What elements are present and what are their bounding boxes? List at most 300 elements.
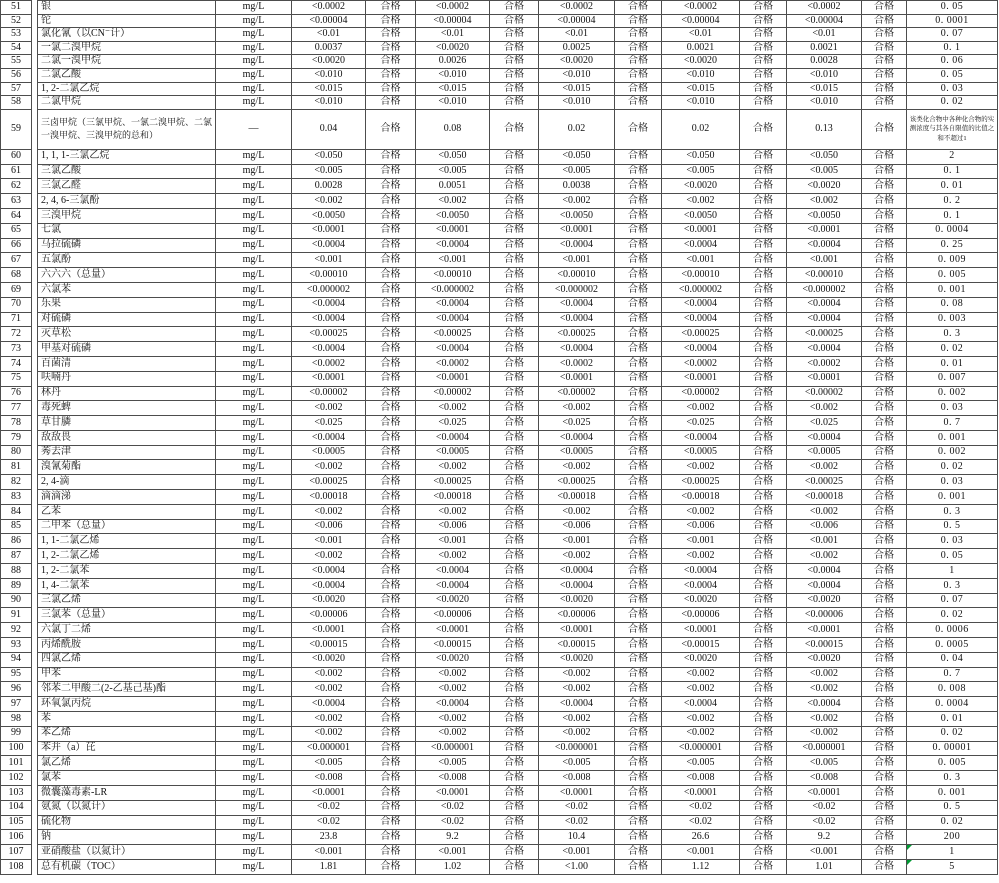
row-number-cell[interactable]: 55 <box>1 55 32 69</box>
pass-status-cell[interactable]: 合格 <box>862 593 907 608</box>
pass-status-cell[interactable]: 合格 <box>366 238 416 253</box>
pass-status-cell[interactable]: 合格 <box>740 682 787 697</box>
parameter-name-cell[interactable]: 银 <box>38 1 216 15</box>
row-number-cell[interactable]: 56 <box>1 68 32 82</box>
row-number-cell[interactable]: 77 <box>1 401 32 416</box>
sample-value-cell[interactable]: <0.0002 <box>539 1 615 15</box>
row-number-cell[interactable]: 84 <box>1 504 32 519</box>
row-number-cell[interactable]: 60 <box>1 149 32 164</box>
pass-status-cell[interactable]: 合格 <box>366 416 416 431</box>
sample-value-cell[interactable]: <0.006 <box>416 519 490 534</box>
sample-value-cell[interactable]: <0.002 <box>787 712 862 727</box>
sample-value-cell[interactable]: <0.00010 <box>787 268 862 283</box>
parameter-name-cell[interactable]: 1, 1, 1-三氯乙烷 <box>38 149 216 164</box>
sample-value-cell[interactable]: <0.015 <box>416 82 490 96</box>
sample-value-cell[interactable]: <0.0001 <box>416 371 490 386</box>
pass-status-cell[interactable]: 合格 <box>615 164 662 179</box>
pass-status-cell[interactable]: 合格 <box>740 623 787 638</box>
row-number-cell[interactable]: 76 <box>1 386 32 401</box>
limit-cell[interactable]: 0. 002 <box>907 386 998 401</box>
unit-cell[interactable]: mg/L <box>216 445 292 460</box>
sample-value-cell[interactable]: <0.002 <box>662 726 740 741</box>
pass-status-cell[interactable]: 合格 <box>490 401 539 416</box>
pass-status-cell[interactable]: 合格 <box>490 312 539 327</box>
pass-status-cell[interactable]: 合格 <box>615 756 662 771</box>
parameter-name-cell[interactable]: 滴滴涕 <box>38 490 216 505</box>
parameter-name-cell[interactable]: 六氯丁二烯 <box>38 623 216 638</box>
sample-value-cell[interactable]: <0.002 <box>662 460 740 475</box>
pass-status-cell[interactable]: 合格 <box>740 534 787 549</box>
limit-cell[interactable]: 0. 3 <box>907 504 998 519</box>
pass-status-cell[interactable]: 合格 <box>740 638 787 653</box>
sample-value-cell[interactable]: <0.00018 <box>662 490 740 505</box>
sample-value-cell[interactable]: 1.12 <box>662 860 740 875</box>
sample-value-cell[interactable]: <0.00002 <box>292 386 366 401</box>
unit-cell[interactable]: mg/L <box>216 741 292 756</box>
sample-value-cell[interactable]: <0.0004 <box>292 238 366 253</box>
sample-value-cell[interactable]: <0.0001 <box>662 623 740 638</box>
unit-cell[interactable]: mg/L <box>216 238 292 253</box>
sample-value-cell[interactable]: <0.0001 <box>292 223 366 238</box>
sample-value-cell[interactable]: <0.0020 <box>662 55 740 69</box>
pass-status-cell[interactable]: 合格 <box>862 96 907 110</box>
sample-value-cell[interactable]: <0.0005 <box>539 445 615 460</box>
sample-value-cell[interactable]: <0.0004 <box>416 564 490 579</box>
unit-cell[interactable]: mg/L <box>216 14 292 28</box>
pass-status-cell[interactable]: 合格 <box>862 519 907 534</box>
sample-value-cell[interactable]: <0.0005 <box>416 445 490 460</box>
pass-status-cell[interactable]: 合格 <box>490 327 539 342</box>
parameter-name-cell[interactable]: 甲苯 <box>38 667 216 682</box>
sample-value-cell[interactable]: <0.005 <box>292 164 366 179</box>
parameter-name-cell[interactable]: 莠去津 <box>38 445 216 460</box>
sample-value-cell[interactable]: <0.00025 <box>416 327 490 342</box>
pass-status-cell[interactable]: 合格 <box>740 771 787 786</box>
sample-value-cell[interactable]: <0.00002 <box>662 386 740 401</box>
sample-value-cell[interactable]: <0.0001 <box>539 223 615 238</box>
pass-status-cell[interactable]: 合格 <box>366 815 416 830</box>
pass-status-cell[interactable]: 合格 <box>366 179 416 194</box>
pass-status-cell[interactable]: 合格 <box>366 741 416 756</box>
pass-status-cell[interactable]: 合格 <box>366 223 416 238</box>
sample-value-cell[interactable]: <0.0004 <box>662 297 740 312</box>
sample-value-cell[interactable]: <0.0004 <box>292 430 366 445</box>
row-number-cell[interactable]: 82 <box>1 475 32 490</box>
pass-status-cell[interactable]: 合格 <box>615 312 662 327</box>
sample-value-cell[interactable]: <0.010 <box>416 68 490 82</box>
unit-cell[interactable]: mg/L <box>216 638 292 653</box>
parameter-name-cell[interactable]: 敌敌畏 <box>38 430 216 445</box>
limit-cell[interactable]: 0. 08 <box>907 297 998 312</box>
sample-value-cell[interactable]: <0.0004 <box>787 312 862 327</box>
pass-status-cell[interactable]: 合格 <box>490 356 539 371</box>
limit-cell[interactable]: 0. 009 <box>907 253 998 268</box>
pass-status-cell[interactable]: 合格 <box>366 638 416 653</box>
pass-status-cell[interactable]: 合格 <box>862 327 907 342</box>
pass-status-cell[interactable]: 合格 <box>366 490 416 505</box>
sample-value-cell[interactable]: <0.0004 <box>416 697 490 712</box>
sample-value-cell[interactable]: <0.0001 <box>292 623 366 638</box>
pass-status-cell[interactable]: 合格 <box>366 475 416 490</box>
parameter-name-cell[interactable]: 硫化物 <box>38 815 216 830</box>
sample-value-cell[interactable]: <0.00015 <box>539 638 615 653</box>
pass-status-cell[interactable]: 合格 <box>615 253 662 268</box>
sample-value-cell[interactable]: 0.0021 <box>662 41 740 55</box>
sample-value-cell[interactable]: <0.005 <box>787 164 862 179</box>
parameter-name-cell[interactable]: 二氯甲烷 <box>38 96 216 110</box>
pass-status-cell[interactable]: 合格 <box>862 652 907 667</box>
sample-value-cell[interactable]: <0.0004 <box>416 430 490 445</box>
row-number-cell[interactable]: 51 <box>1 1 32 15</box>
pass-status-cell[interactable]: 合格 <box>862 371 907 386</box>
limit-cell[interactable]: 0. 03 <box>907 401 998 416</box>
pass-status-cell[interactable]: 合格 <box>366 430 416 445</box>
pass-status-cell[interactable]: 合格 <box>490 386 539 401</box>
pass-status-cell[interactable]: 合格 <box>366 82 416 96</box>
pass-status-cell[interactable]: 合格 <box>862 401 907 416</box>
unit-cell[interactable]: mg/L <box>216 68 292 82</box>
sample-value-cell[interactable]: <0.01 <box>292 28 366 42</box>
sample-value-cell[interactable]: <0.00004 <box>539 14 615 28</box>
sample-value-cell[interactable]: <0.0002 <box>787 356 862 371</box>
unit-cell[interactable]: mg/L <box>216 1 292 15</box>
row-number-cell[interactable]: 79 <box>1 430 32 445</box>
limit-cell[interactable]: 0. 02 <box>907 342 998 357</box>
pass-status-cell[interactable]: 合格 <box>740 41 787 55</box>
pass-status-cell[interactable]: 合格 <box>615 96 662 110</box>
row-number-cell[interactable]: 85 <box>1 519 32 534</box>
limit-cell[interactable]: 0. 5 <box>907 519 998 534</box>
row-number-cell[interactable]: 108 <box>1 860 32 875</box>
pass-status-cell[interactable]: 合格 <box>366 712 416 727</box>
pass-status-cell[interactable]: 合格 <box>740 578 787 593</box>
limit-cell[interactable]: 0. 2 <box>907 194 998 209</box>
unit-cell[interactable]: mg/L <box>216 608 292 623</box>
limit-cell[interactable]: 0. 005 <box>907 756 998 771</box>
sample-value-cell[interactable]: <0.002 <box>416 726 490 741</box>
unit-cell[interactable]: mg/L <box>216 830 292 845</box>
pass-status-cell[interactable]: 合格 <box>366 14 416 28</box>
pass-status-cell[interactable]: 合格 <box>862 712 907 727</box>
row-number-cell[interactable]: 91 <box>1 608 32 623</box>
sample-value-cell[interactable]: <0.0001 <box>416 623 490 638</box>
pass-status-cell[interactable]: 合格 <box>615 578 662 593</box>
limit-cell[interactable]: 该类化合物中各种化合物的实测浓度与其各自限值的比值之和不超过1 <box>907 109 998 149</box>
pass-status-cell[interactable]: 合格 <box>740 253 787 268</box>
pass-status-cell[interactable]: 合格 <box>615 342 662 357</box>
sample-value-cell[interactable]: <0.00025 <box>539 475 615 490</box>
limit-cell[interactable]: 0. 0001 <box>907 14 998 28</box>
pass-status-cell[interactable]: 合格 <box>862 14 907 28</box>
unit-cell[interactable]: mg/L <box>216 460 292 475</box>
pass-status-cell[interactable]: 合格 <box>366 327 416 342</box>
unit-cell[interactable]: mg/L <box>216 564 292 579</box>
sample-value-cell[interactable]: <0.0020 <box>292 593 366 608</box>
sample-value-cell[interactable]: <0.001 <box>539 534 615 549</box>
pass-status-cell[interactable]: 合格 <box>862 208 907 223</box>
pass-status-cell[interactable]: 合格 <box>490 771 539 786</box>
sample-value-cell[interactable]: <0.002 <box>662 682 740 697</box>
pass-status-cell[interactable]: 合格 <box>615 386 662 401</box>
pass-status-cell[interactable]: 合格 <box>862 490 907 505</box>
row-number-cell[interactable]: 72 <box>1 327 32 342</box>
pass-status-cell[interactable]: 合格 <box>615 490 662 505</box>
pass-status-cell[interactable]: 合格 <box>862 623 907 638</box>
sample-value-cell[interactable]: <0.0005 <box>292 445 366 460</box>
sample-value-cell[interactable]: <0.010 <box>416 96 490 110</box>
pass-status-cell[interactable]: 合格 <box>366 534 416 549</box>
sample-value-cell[interactable]: <0.002 <box>539 712 615 727</box>
row-number-cell[interactable]: 53 <box>1 28 32 42</box>
row-number-cell[interactable]: 96 <box>1 682 32 697</box>
parameter-name-cell[interactable]: 灭草松 <box>38 327 216 342</box>
limit-cell[interactable]: 0. 0005 <box>907 638 998 653</box>
unit-cell[interactable]: mg/L <box>216 312 292 327</box>
parameter-name-cell[interactable]: 1, 1-二氯乙烯 <box>38 534 216 549</box>
sample-value-cell[interactable]: <0.015 <box>662 82 740 96</box>
pass-status-cell[interactable]: 合格 <box>740 96 787 110</box>
pass-status-cell[interactable]: 合格 <box>366 667 416 682</box>
pass-status-cell[interactable]: 合格 <box>366 194 416 209</box>
sample-value-cell[interactable]: <0.0050 <box>416 208 490 223</box>
pass-status-cell[interactable]: 合格 <box>366 845 416 860</box>
unit-cell[interactable]: mg/L <box>216 534 292 549</box>
pass-status-cell[interactable]: 合格 <box>366 697 416 712</box>
sample-value-cell[interactable]: <0.00018 <box>416 490 490 505</box>
pass-status-cell[interactable]: 合格 <box>862 253 907 268</box>
sample-value-cell[interactable]: <0.002 <box>416 712 490 727</box>
parameter-name-cell[interactable]: 二甲苯（总量） <box>38 519 216 534</box>
row-number-cell[interactable]: 87 <box>1 549 32 564</box>
sample-value-cell[interactable]: <0.002 <box>787 504 862 519</box>
sample-value-cell[interactable]: <0.00025 <box>662 475 740 490</box>
pass-status-cell[interactable]: 合格 <box>740 608 787 623</box>
sample-value-cell[interactable]: <0.0001 <box>662 223 740 238</box>
sample-value-cell[interactable]: <0.00010 <box>292 268 366 283</box>
pass-status-cell[interactable]: 合格 <box>862 109 907 149</box>
sample-value-cell[interactable]: <0.002 <box>539 401 615 416</box>
pass-status-cell[interactable]: 合格 <box>740 549 787 564</box>
sample-value-cell[interactable]: <0.001 <box>662 534 740 549</box>
sample-value-cell[interactable]: <0.002 <box>787 726 862 741</box>
pass-status-cell[interactable]: 合格 <box>615 815 662 830</box>
pass-status-cell[interactable]: 合格 <box>862 460 907 475</box>
row-number-cell[interactable]: 83 <box>1 490 32 505</box>
sample-value-cell[interactable]: <0.001 <box>539 253 615 268</box>
sample-value-cell[interactable]: <0.001 <box>539 845 615 860</box>
pass-status-cell[interactable]: 合格 <box>615 638 662 653</box>
pass-status-cell[interactable]: 合格 <box>862 638 907 653</box>
sample-value-cell[interactable]: 0.08 <box>416 109 490 149</box>
sample-value-cell[interactable]: 0.0038 <box>539 179 615 194</box>
sample-value-cell[interactable]: <0.001 <box>787 534 862 549</box>
parameter-name-cell[interactable]: 氯乙烯 <box>38 756 216 771</box>
pass-status-cell[interactable]: 合格 <box>862 800 907 815</box>
sample-value-cell[interactable]: <0.0050 <box>662 208 740 223</box>
row-number-cell[interactable]: 54 <box>1 41 32 55</box>
pass-status-cell[interactable]: 合格 <box>366 297 416 312</box>
sample-value-cell[interactable]: <0.002 <box>292 712 366 727</box>
unit-cell[interactable]: mg/L <box>216 504 292 519</box>
sample-value-cell[interactable]: <0.006 <box>539 519 615 534</box>
pass-status-cell[interactable]: 合格 <box>615 194 662 209</box>
sample-value-cell[interactable]: <0.001 <box>787 845 862 860</box>
unit-cell[interactable]: mg/L <box>216 282 292 297</box>
pass-status-cell[interactable]: 合格 <box>615 786 662 801</box>
pass-status-cell[interactable]: 合格 <box>740 756 787 771</box>
pass-status-cell[interactable]: 合格 <box>862 549 907 564</box>
sample-value-cell[interactable]: <0.002 <box>416 194 490 209</box>
pass-status-cell[interactable]: 合格 <box>862 55 907 69</box>
sample-value-cell[interactable]: <0.002 <box>539 667 615 682</box>
pass-status-cell[interactable]: 合格 <box>366 401 416 416</box>
sample-value-cell[interactable]: <0.002 <box>539 726 615 741</box>
pass-status-cell[interactable]: 合格 <box>862 179 907 194</box>
row-number-cell[interactable]: 66 <box>1 238 32 253</box>
sample-value-cell[interactable]: <0.0004 <box>416 342 490 357</box>
unit-cell[interactable]: mg/L <box>216 815 292 830</box>
limit-cell[interactable]: 0. 002 <box>907 445 998 460</box>
pass-status-cell[interactable]: 合格 <box>490 268 539 283</box>
sample-value-cell[interactable]: <0.008 <box>539 771 615 786</box>
pass-status-cell[interactable]: 合格 <box>740 282 787 297</box>
pass-status-cell[interactable]: 合格 <box>740 14 787 28</box>
sample-value-cell[interactable]: <0.0020 <box>787 652 862 667</box>
pass-status-cell[interactable]: 合格 <box>740 416 787 431</box>
pass-status-cell[interactable]: 合格 <box>862 238 907 253</box>
unit-cell[interactable]: mg/L <box>216 667 292 682</box>
sample-value-cell[interactable]: <0.050 <box>416 149 490 164</box>
row-number-cell[interactable]: 68 <box>1 268 32 283</box>
sample-value-cell[interactable]: <0.00025 <box>787 327 862 342</box>
unit-cell[interactable]: mg/L <box>216 401 292 416</box>
sample-value-cell[interactable]: 0.13 <box>787 109 862 149</box>
sample-value-cell[interactable]: <0.00004 <box>662 14 740 28</box>
row-number-cell[interactable]: 61 <box>1 164 32 179</box>
pass-status-cell[interactable]: 合格 <box>366 149 416 164</box>
sample-value-cell[interactable]: <0.050 <box>292 149 366 164</box>
row-number-cell[interactable]: 86 <box>1 534 32 549</box>
limit-cell[interactable]: 0. 02 <box>907 460 998 475</box>
sample-value-cell[interactable]: <0.002 <box>787 401 862 416</box>
pass-status-cell[interactable]: 合格 <box>740 268 787 283</box>
unit-cell[interactable]: mg/L <box>216 800 292 815</box>
unit-cell[interactable]: mg/L <box>216 860 292 875</box>
row-number-cell[interactable]: 107 <box>1 845 32 860</box>
parameter-name-cell[interactable]: 2, 4-滴 <box>38 475 216 490</box>
sample-value-cell[interactable]: <0.000002 <box>416 282 490 297</box>
sample-value-cell[interactable]: <0.00018 <box>539 490 615 505</box>
pass-status-cell[interactable]: 合格 <box>490 549 539 564</box>
parameter-name-cell[interactable]: 二氯一溴甲烷 <box>38 55 216 69</box>
sample-value-cell[interactable]: <0.050 <box>787 149 862 164</box>
limit-cell[interactable]: 0. 06 <box>907 55 998 69</box>
sample-value-cell[interactable]: <0.002 <box>416 504 490 519</box>
pass-status-cell[interactable]: 合格 <box>490 519 539 534</box>
row-number-cell[interactable]: 81 <box>1 460 32 475</box>
sample-value-cell[interactable]: <0.002 <box>662 667 740 682</box>
pass-status-cell[interactable]: 合格 <box>490 697 539 712</box>
sample-value-cell[interactable]: <0.006 <box>787 519 862 534</box>
limit-cell[interactable]: 0. 1 <box>907 164 998 179</box>
sample-value-cell[interactable]: <0.00002 <box>416 386 490 401</box>
pass-status-cell[interactable]: 合格 <box>862 830 907 845</box>
sample-value-cell[interactable]: <0.0002 <box>539 356 615 371</box>
row-number-cell[interactable]: 63 <box>1 194 32 209</box>
pass-status-cell[interactable]: 合格 <box>366 312 416 327</box>
pass-status-cell[interactable]: 合格 <box>862 475 907 490</box>
pass-status-cell[interactable]: 合格 <box>740 652 787 667</box>
unit-cell[interactable]: mg/L <box>216 386 292 401</box>
pass-status-cell[interactable]: 合格 <box>615 549 662 564</box>
sample-value-cell[interactable]: <0.050 <box>662 149 740 164</box>
pass-status-cell[interactable]: 合格 <box>615 697 662 712</box>
pass-status-cell[interactable]: 合格 <box>490 504 539 519</box>
parameter-name-cell[interactable]: 百菌清 <box>38 356 216 371</box>
pass-status-cell[interactable]: 合格 <box>740 55 787 69</box>
sample-value-cell[interactable]: 0.0026 <box>416 55 490 69</box>
pass-status-cell[interactable]: 合格 <box>490 55 539 69</box>
sample-value-cell[interactable]: <0.0004 <box>539 578 615 593</box>
pass-status-cell[interactable]: 合格 <box>490 82 539 96</box>
sample-value-cell[interactable]: 0.04 <box>292 109 366 149</box>
row-number-cell[interactable]: 73 <box>1 342 32 357</box>
sample-value-cell[interactable]: <0.0004 <box>292 578 366 593</box>
limit-cell[interactable]: 0. 05 <box>907 1 998 15</box>
sample-value-cell[interactable]: <0.0004 <box>787 697 862 712</box>
pass-status-cell[interactable]: 合格 <box>740 327 787 342</box>
pass-status-cell[interactable]: 合格 <box>490 430 539 445</box>
sample-value-cell[interactable]: <0.0001 <box>787 786 862 801</box>
limit-cell[interactable]: 0. 001 <box>907 786 998 801</box>
sample-value-cell[interactable]: <0.025 <box>787 416 862 431</box>
limit-cell[interactable]: 0. 0004 <box>907 223 998 238</box>
pass-status-cell[interactable]: 合格 <box>615 55 662 69</box>
pass-status-cell[interactable]: 合格 <box>490 756 539 771</box>
sample-value-cell[interactable]: <0.0020 <box>416 41 490 55</box>
sample-value-cell[interactable]: <0.00015 <box>416 638 490 653</box>
pass-status-cell[interactable]: 合格 <box>615 82 662 96</box>
unit-cell[interactable]: mg/L <box>216 268 292 283</box>
sample-value-cell[interactable]: <0.002 <box>662 504 740 519</box>
pass-status-cell[interactable]: 合格 <box>740 238 787 253</box>
pass-status-cell[interactable]: 合格 <box>490 179 539 194</box>
limit-cell[interactable]: 0. 5 <box>907 800 998 815</box>
pass-status-cell[interactable]: 合格 <box>862 741 907 756</box>
sample-value-cell[interactable]: <0.0020 <box>292 55 366 69</box>
pass-status-cell[interactable]: 合格 <box>490 623 539 638</box>
row-number-cell[interactable]: 90 <box>1 593 32 608</box>
pass-status-cell[interactable]: 合格 <box>740 504 787 519</box>
pass-status-cell[interactable]: 合格 <box>366 652 416 667</box>
sample-value-cell[interactable]: <0.0050 <box>292 208 366 223</box>
pass-status-cell[interactable]: 合格 <box>490 109 539 149</box>
row-number-cell[interactable]: 93 <box>1 638 32 653</box>
pass-status-cell[interactable]: 合格 <box>862 342 907 357</box>
sample-value-cell[interactable]: <0.0004 <box>662 238 740 253</box>
row-number-cell[interactable]: 98 <box>1 712 32 727</box>
pass-status-cell[interactable]: 合格 <box>615 401 662 416</box>
unit-cell[interactable]: mg/L <box>216 549 292 564</box>
pass-status-cell[interactable]: 合格 <box>615 460 662 475</box>
sample-value-cell[interactable]: <0.0020 <box>416 652 490 667</box>
sample-value-cell[interactable]: <0.002 <box>292 682 366 697</box>
pass-status-cell[interactable]: 合格 <box>740 223 787 238</box>
row-number-cell[interactable]: 57 <box>1 82 32 96</box>
pass-status-cell[interactable]: 合格 <box>740 356 787 371</box>
sample-value-cell[interactable]: <0.010 <box>787 96 862 110</box>
pass-status-cell[interactable]: 合格 <box>740 741 787 756</box>
